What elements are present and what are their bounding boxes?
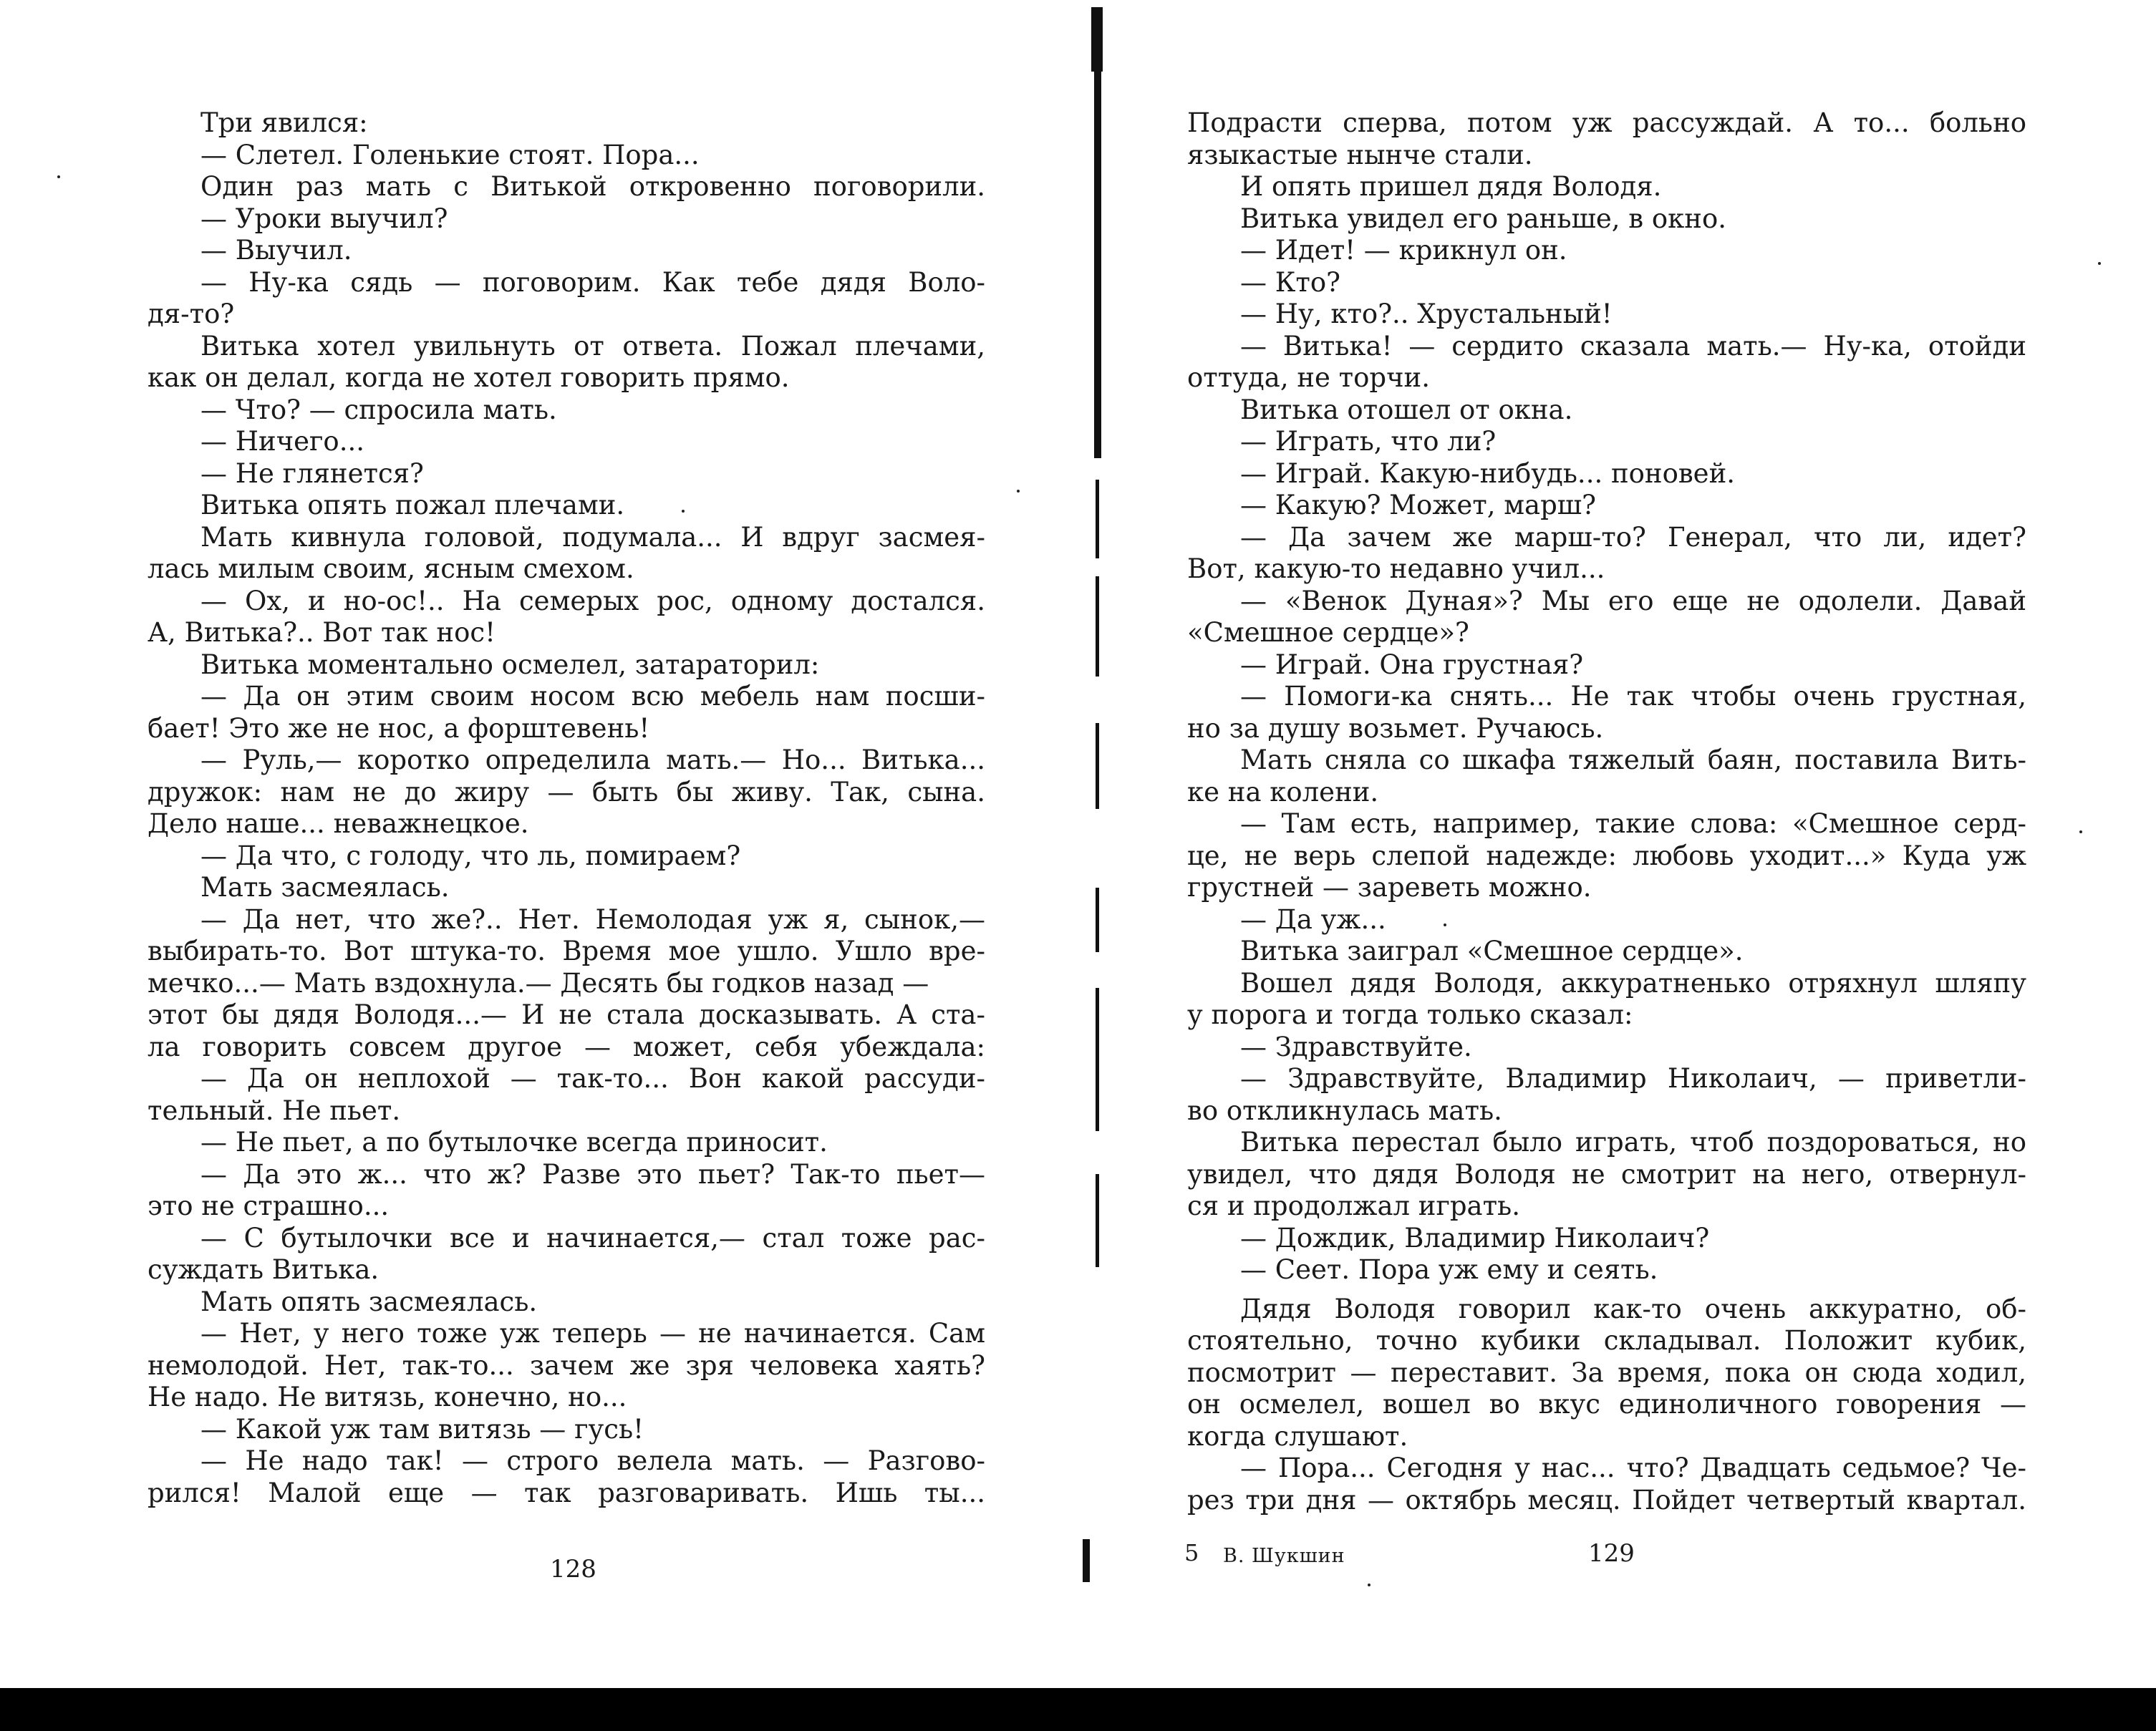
text-line: ся и продолжал играть. (1187, 1191, 1520, 1221)
text-line: увидел, что дядя Володя не смотрит на него, отвернул- (1187, 1158, 2026, 1190)
text-line: — Да нет, что же?.. Нет. Немолодая уж я, сынок,— (200, 903, 985, 935)
text-line: грустней — зареветь можно. (1187, 872, 1592, 903)
spine-shadow-mid-4 (1096, 888, 1099, 952)
text-line: как он делал, когда не хотел говорить прямо. (148, 362, 790, 393)
spine-shadow-bottom (1083, 1539, 1090, 1582)
page-number-right: 129 (1588, 1539, 1635, 1568)
text-line: — Играть, что ли? (1240, 426, 1497, 457)
text-line: — Нет, у него тоже уж теперь — не начинается. Сам (200, 1318, 985, 1349)
text-line: — Слетел. Голенькие стоят. Пора... (200, 139, 700, 170)
text-line: — Сеет. Пора уж ему и сеять. (1240, 1254, 1658, 1285)
right-page (1187, 107, 2026, 1516)
text-line: это не страшно... (148, 1191, 390, 1221)
signature-author: В. Шукшин (1223, 1545, 1345, 1567)
text-line: рез три дня — октябрь месяц. Пойдет четвертый квартал. (1187, 1484, 2026, 1516)
text-line: бает! Это же не нос, а форштевень! (148, 712, 650, 744)
text-line: — Да зачем же марш-то? Генерал, что ли, идет? (1240, 521, 2026, 553)
text-line: — С бутылочки все и начинается,— стал тоже рас- (200, 1222, 985, 1254)
text-line: Не надо. Не витязь, конечно, но... (148, 1382, 627, 1412)
text-line: Витька отошел от окна. (1240, 394, 1573, 425)
text-line: — Играй. Какую-нибудь... поновей. (1240, 457, 1736, 489)
text-line: языкастые нынче стали. (1187, 139, 1533, 170)
spine-shadow-mid-3 (1096, 723, 1099, 809)
text-line: — Дождик, Владимир Николаич? (1240, 1222, 1710, 1254)
text-line: — Ничего... (200, 426, 364, 457)
text-line: стоятельно, точно кубики складывал. Положит кубик, (1187, 1325, 2026, 1356)
text-line: — Кто? (1240, 266, 1340, 298)
scan-speck (1444, 923, 1446, 926)
text-line: — Да он неплохой — так-то... Вон какой рассуди- (200, 1063, 985, 1094)
text-line: этот бы дядя Володя...— И не стала досказывать. А ста- (148, 999, 985, 1030)
spine-shadow-mid-1 (1096, 480, 1099, 558)
text-line: — Не надо так! — строго велела мать. — Разгово- (200, 1445, 985, 1476)
text-line: но за душу возьмет. Ручаюсь. (1187, 712, 1604, 744)
text-line: Мать кивнула головой, подумала... И вдруг засмея- (200, 521, 985, 553)
text-line: Дядя Володя говорил как-то очень аккуратно, об- (1240, 1293, 2026, 1324)
text-line: посмотрит — переставит. За время, пока он сюда ходил, (1187, 1357, 2026, 1388)
text-line: ла говорить совсем другое — может, себя убеждала: (148, 1031, 985, 1062)
scan-speck (2098, 262, 2101, 265)
text-line: оттуда, не торчи. (1187, 362, 1430, 393)
text-line: — Какую? Может, марш? (1240, 490, 1597, 520)
text-line: Мать опять засмеялась. (200, 1286, 538, 1317)
text-line: ке на колени. (1187, 776, 1379, 808)
text-line: — Здравствуйте. (1240, 1031, 1472, 1062)
text-line: — Да уж... (1240, 903, 1386, 935)
text-line: тельный. Не пьет. (148, 1095, 401, 1126)
text-line: — Что? — спросила мать. (200, 394, 557, 425)
text-line: Витька хотел увильнуть от ответа. Пожал плечами, (200, 330, 985, 362)
text-line: немолодой. Нет, так-то... зачем же зря человека хаять? (148, 1349, 985, 1381)
text-line: — Помоги-ка снять... Не так чтобы очень грустная, (1240, 681, 2026, 712)
text-line: Один раз мать с Витькой откровенно поговорили. (200, 171, 985, 202)
text-line: И опять пришел дядя Володя. (1240, 171, 1662, 202)
text-line: — Выучил. (200, 235, 352, 266)
text-line: выбирать-то. Вот штука-то. Время мое ушло. Ушло вре- (148, 936, 985, 966)
text-line: Дело наше... неважнецкое. (148, 808, 529, 839)
text-line: — Здравствуйте, Владимир Николаич, — приветли- (1240, 1063, 2026, 1094)
text-line: Мать засмеялась. (200, 872, 450, 903)
text-line: — Какой уж там витязь — гусь! (200, 1413, 644, 1445)
text-line: — Руль,— коротко определила мать.— Но... Витька... (200, 745, 985, 775)
text-line: у порога и тогда только сказал: (1187, 999, 1633, 1030)
scan-speck (1017, 490, 1020, 493)
scan-speck (682, 510, 685, 513)
text-line: во откликнулась мать. (1187, 1095, 1502, 1126)
text-line: дя-то? (148, 299, 235, 329)
text-line: — Играй. Она грустная? (1240, 649, 1584, 680)
text-line: мечко...— Мать вздохнула.— Десять бы годков назад — (148, 967, 929, 999)
spine-shadow-top (1091, 7, 1103, 72)
scan-speck (57, 175, 60, 178)
spine-shadow-mid-6 (1096, 1174, 1099, 1267)
text-line: Витька заиграл «Смешное сердце». (1240, 936, 1744, 966)
text-line: Три явился: (200, 107, 368, 138)
text-line: он осмелел, вошел во вкус единоличного говорения — (1187, 1389, 2026, 1420)
signature-mark: 5 (1184, 1539, 1199, 1566)
page-number-left: 128 (550, 1555, 596, 1584)
text-line: «Смешное сердце»? (1187, 617, 1469, 648)
text-line: Витька увидел его раньше, в окно. (1240, 203, 1726, 234)
text-line: — Да что, с голоду, что ль, помираем? (200, 840, 741, 871)
text-line: Мать сняла со шкафа тяжелый баян, поставила Вить- (1240, 745, 2026, 775)
text-line: — Уроки выучил? (200, 203, 448, 234)
text-line: Подрасти сперва, потом уж рассуждай. А то... больно (1187, 107, 2026, 138)
spine-shadow-mid-2 (1096, 576, 1099, 677)
text-line: Витька опять пожал плечами. (200, 490, 625, 520)
spine-shadow-upper (1094, 72, 1101, 458)
text-line: суждать Витька. (148, 1254, 380, 1285)
text-line: — Не глянется? (200, 457, 424, 489)
text-line: — «Венок Дуная»? Мы его еще не одолели. Давай (1240, 585, 2026, 616)
text-line: Витька моментально осмелел, затараторил: (200, 649, 820, 680)
text-line: — Не пьет, а по бутылочке всегда приносит. (200, 1127, 828, 1158)
text-line: Витька перестал было играть, чтоб поздороваться, но (1240, 1127, 2026, 1158)
text-line: — Витька! — сердито сказала мать.— Ну-ка, отойди (1240, 330, 2026, 362)
left-page (148, 107, 985, 1509)
text-line: когда слушают. (1187, 1420, 1408, 1452)
text-line: — Ох, и но-ос!.. На семерых рос, одному достался. (200, 585, 985, 616)
text-line: — Да он этим своим носом всю мебель нам посши- (200, 681, 985, 712)
spine-shadow-mid-5 (1096, 988, 1099, 1131)
text-line: — Ну-ка сядь — поговорим. Как тебе дядя Воло- (200, 266, 985, 298)
text-line: — Пора... Сегодня у нас... что? Двадцать седьмое? Че- (1240, 1453, 2026, 1483)
text-line: А, Витька?.. Вот так нос! (148, 617, 496, 648)
text-line: дружок: нам не до жиру — быть бы живу. Так, сына. (148, 776, 985, 808)
scan-speck (2079, 830, 2082, 833)
text-line: лась милым своим, ясным смехом. (148, 553, 634, 584)
scan-speck (1368, 1584, 1371, 1586)
text-line: — Идет! — крикнул он. (1240, 235, 1567, 266)
text-line: це, не верь слепой надежде: любовь уходит...» Куда уж (1187, 840, 2026, 871)
text-line: Вот, какую-то недавно учил... (1187, 553, 1605, 584)
scan-bottom-edge (0, 1688, 2156, 1731)
text-line: — Ну, кто?.. Хрустальный! (1240, 299, 1613, 329)
text-line: — Да это ж... что ж? Разве это пьет? Так-то пьет— (200, 1158, 985, 1190)
text-line: рился! Малой еще — так разговаривать. Ишь ты... (148, 1477, 985, 1508)
text-line: — Там есть, например, такие слова: «Смешное серд- (1240, 808, 2026, 839)
text-line: Вошел дядя Володя, аккуратненько отряхнул шляпу (1240, 967, 2026, 999)
